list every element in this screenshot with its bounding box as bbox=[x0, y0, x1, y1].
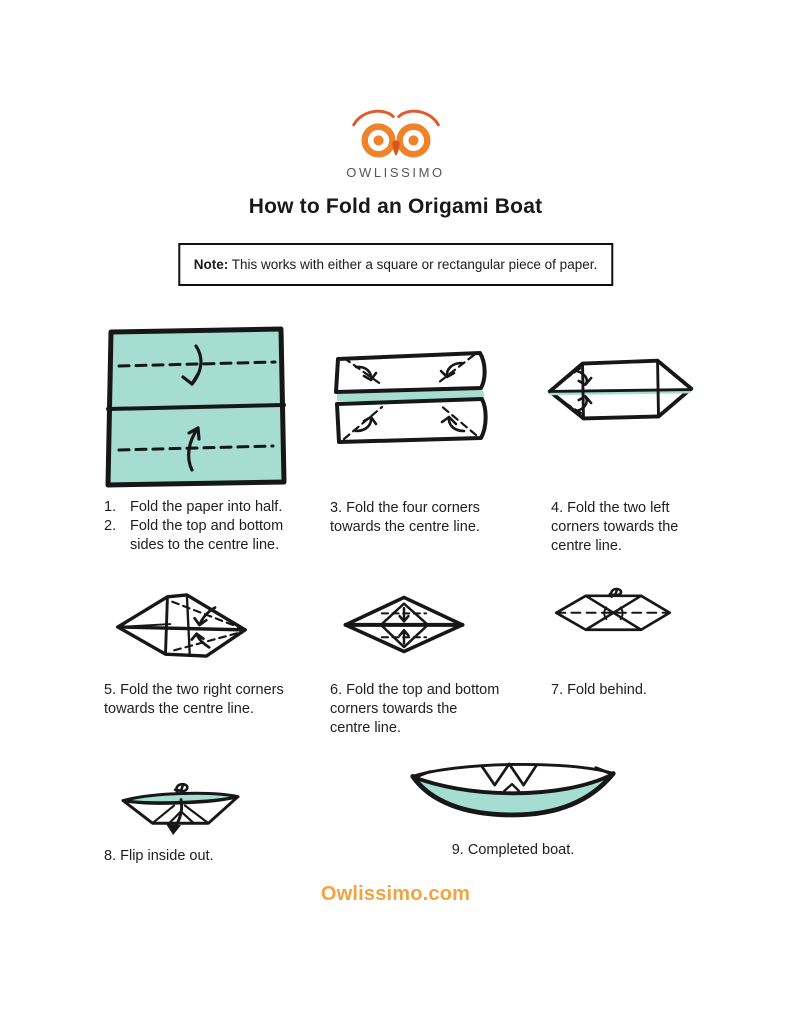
flip-inside-out-icon bbox=[118, 780, 242, 835]
step6-diagram bbox=[342, 593, 466, 655]
step4-diagram bbox=[545, 352, 697, 429]
note-label: Note: bbox=[193, 257, 229, 272]
step8-diagram bbox=[118, 780, 242, 835]
step7-caption: 7. Fold behind. bbox=[551, 682, 647, 698]
fold-square-icon bbox=[100, 323, 290, 491]
fold-top-bottom-icon bbox=[342, 593, 466, 655]
step8-caption: 8. Flip inside out. bbox=[104, 848, 214, 864]
footer-site: Owlissimo.com bbox=[320, 883, 471, 905]
owl-logo-icon bbox=[350, 106, 442, 162]
fold-behind-icon bbox=[552, 586, 674, 636]
logo bbox=[0, 106, 791, 180]
step3-diagram bbox=[330, 347, 490, 449]
step5-diagram bbox=[114, 589, 250, 663]
step1-2-diagram bbox=[100, 323, 290, 491]
fold-left-corners-icon bbox=[545, 352, 697, 429]
step6-caption: 6. Fold the top and bottom corners towards the centre line. bbox=[330, 682, 500, 736]
step3-caption: 3. Fold the four corners towards the centre line. bbox=[330, 500, 480, 535]
step5-caption: 5. Fold the two right corners towards the centre line. bbox=[104, 682, 284, 717]
list-item: 2. Fold the top and bottom sides to the centre line. bbox=[104, 518, 284, 553]
fold-corners-icon bbox=[330, 347, 490, 449]
step9-caption: 9. Completed boat. bbox=[451, 842, 575, 858]
logo-wordmark: OWLISSIMO bbox=[346, 165, 445, 180]
step1-2-caption bbox=[104, 498, 304, 555]
step7-diagram bbox=[552, 586, 674, 636]
step4-caption: 4. Fold the two left corners towards the centre line. bbox=[551, 500, 679, 554]
page-title: How to Fold an Origami Boat bbox=[248, 195, 543, 218]
completed-boat-icon bbox=[407, 753, 619, 821]
fold-right-corners-icon bbox=[114, 589, 250, 663]
step9-diagram bbox=[407, 753, 619, 821]
note-box bbox=[178, 243, 613, 286]
note-text: This works with either a square or rectangular piece of paper. bbox=[228, 257, 598, 272]
list-item: 1. Fold the paper into half. bbox=[104, 499, 283, 515]
